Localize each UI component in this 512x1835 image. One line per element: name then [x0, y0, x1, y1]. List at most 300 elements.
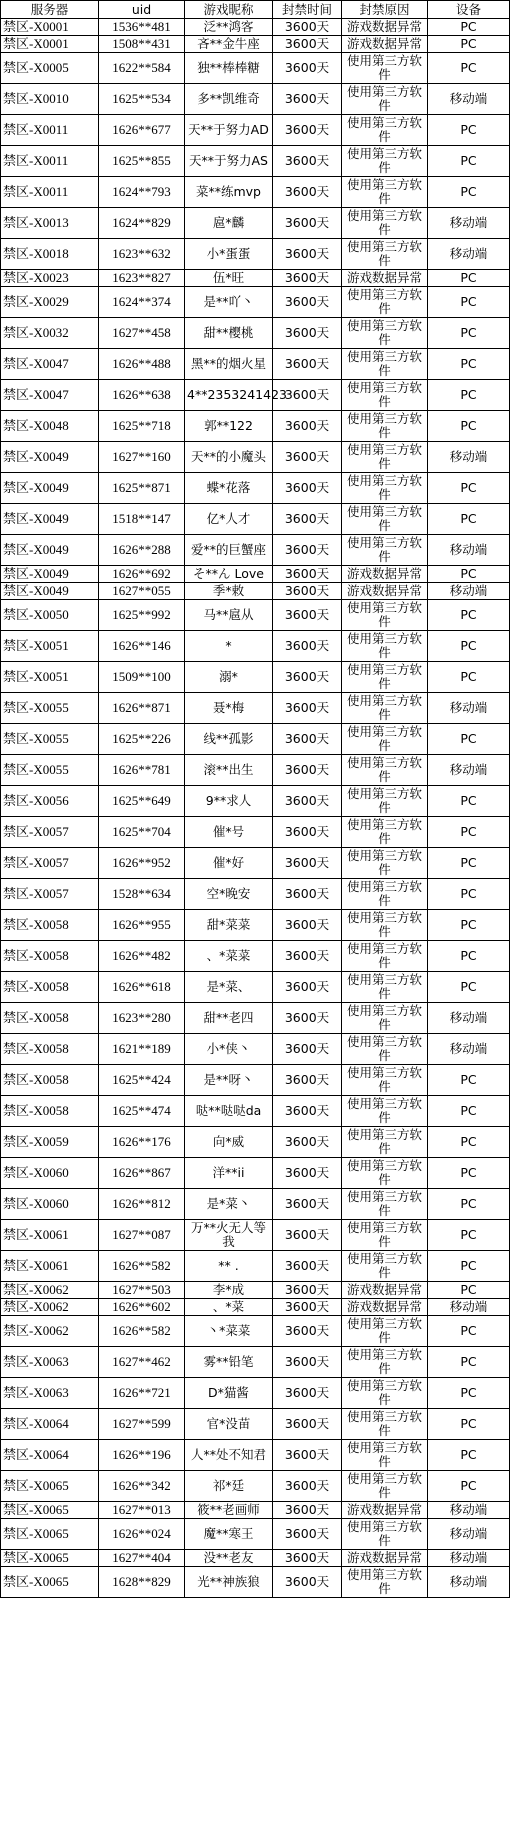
cell-ban-reason: 使用第三方软件 [342, 600, 428, 631]
table-row [1, 411, 510, 442]
cell-server: 禁区-X0065 [1, 1550, 99, 1567]
cell-ban-duration: 3600天 [273, 879, 342, 910]
cell-server: 禁区-X0058 [1, 1096, 99, 1127]
table-row [1, 53, 510, 84]
table-row [1, 1220, 510, 1251]
cell-device: PC [428, 1065, 510, 1096]
cell-server: 禁区-X0048 [1, 411, 99, 442]
cell-server: 禁区-X0058 [1, 1003, 99, 1034]
cell-ban-reason: 使用第三方软件 [342, 115, 428, 146]
cell-nickname: 小*蛋蛋 [185, 239, 273, 270]
cell-device: PC [428, 1282, 510, 1299]
table-row [1, 287, 510, 318]
header-nickname: 游戏昵称 [185, 1, 273, 19]
cell-device: PC [428, 504, 510, 535]
cell-server: 禁区-X0047 [1, 380, 99, 411]
cell-server: 禁区-X0057 [1, 848, 99, 879]
table-row [1, 1378, 510, 1409]
cell-ban-reason: 使用第三方软件 [342, 84, 428, 115]
cell-server: 禁区-X0029 [1, 287, 99, 318]
cell-ban-reason: 游戏数据异常 [342, 583, 428, 600]
cell-ban-duration: 3600天 [273, 1316, 342, 1347]
cell-uid: 1528**634 [99, 879, 185, 910]
cell-uid: 1627**055 [99, 583, 185, 600]
cell-nickname: 菜**练mvp [185, 177, 273, 208]
header-server: 服务器 [1, 1, 99, 19]
cell-ban-duration: 3600天 [273, 287, 342, 318]
cell-uid: 1623**632 [99, 239, 185, 270]
cell-device: 移动端 [428, 1034, 510, 1065]
cell-server: 禁区-X0063 [1, 1378, 99, 1409]
cell-device: PC [428, 318, 510, 349]
cell-ban-duration: 3600天 [273, 848, 342, 879]
cell-ban-reason: 使用第三方软件 [342, 817, 428, 848]
cell-ban-reason: 使用第三方软件 [342, 146, 428, 177]
cell-nickname: 线**孤影 [185, 724, 273, 755]
table-row [1, 115, 510, 146]
cell-uid: 1518**147 [99, 504, 185, 535]
cell-ban-duration: 3600天 [273, 1378, 342, 1409]
header-row [1, 1, 510, 19]
cell-nickname: 是**吖丶 [185, 287, 273, 318]
cell-ban-duration: 3600天 [273, 84, 342, 115]
cell-device: 移动端 [428, 1567, 510, 1598]
cell-ban-reason: 使用第三方软件 [342, 442, 428, 473]
cell-ban-reason: 使用第三方软件 [342, 208, 428, 239]
cell-server: 禁区-X0049 [1, 535, 99, 566]
cell-device: PC [428, 1127, 510, 1158]
cell-ban-reason: 游戏数据异常 [342, 1550, 428, 1567]
cell-ban-reason: 使用第三方软件 [342, 1003, 428, 1034]
cell-server: 禁区-X0051 [1, 631, 99, 662]
cell-ban-duration: 3600天 [273, 177, 342, 208]
cell-device: PC [428, 724, 510, 755]
cell-server: 禁区-X0011 [1, 177, 99, 208]
cell-device: PC [428, 1440, 510, 1471]
cell-ban-duration: 3600天 [273, 662, 342, 693]
cell-server: 禁区-X0018 [1, 239, 99, 270]
cell-server: 禁区-X0056 [1, 786, 99, 817]
cell-ban-reason: 使用第三方软件 [342, 1378, 428, 1409]
cell-ban-reason: 使用第三方软件 [342, 879, 428, 910]
table-row [1, 755, 510, 786]
cell-uid: 1627**160 [99, 442, 185, 473]
cell-uid: 1626**602 [99, 1299, 185, 1316]
cell-ban-reason: 使用第三方软件 [342, 724, 428, 755]
cell-uid: 1623**280 [99, 1003, 185, 1034]
cell-uid: 1626**582 [99, 1251, 185, 1282]
cell-ban-reason: 使用第三方软件 [342, 1158, 428, 1189]
cell-nickname: * [185, 631, 273, 662]
cell-ban-duration: 3600天 [273, 115, 342, 146]
cell-uid: 1627**503 [99, 1282, 185, 1299]
cell-ban-duration: 3600天 [273, 349, 342, 380]
cell-ban-duration: 3600天 [273, 1096, 342, 1127]
cell-nickname: 人**处不知君 [185, 1440, 273, 1471]
cell-device: PC [428, 1158, 510, 1189]
cell-uid: 1509**100 [99, 662, 185, 693]
cell-device: PC [428, 972, 510, 1003]
cell-ban-duration: 3600天 [273, 1034, 342, 1065]
cell-device: 移动端 [428, 755, 510, 786]
cell-nickname: 伍*旺 [185, 270, 273, 287]
cell-ban-reason: 使用第三方软件 [342, 662, 428, 693]
cell-device: PC [428, 1316, 510, 1347]
cell-uid: 1625**534 [99, 84, 185, 115]
table-row [1, 600, 510, 631]
cell-ban-reason: 游戏数据异常 [342, 1299, 428, 1316]
cell-ban-duration: 3600天 [273, 504, 342, 535]
cell-device: PC [428, 177, 510, 208]
cell-ban-duration: 3600天 [273, 270, 342, 287]
cell-nickname: 爱**的巨蟹座 [185, 535, 273, 566]
cell-uid: 1625**855 [99, 146, 185, 177]
cell-server: 禁区-X0064 [1, 1409, 99, 1440]
cell-ban-duration: 3600天 [273, 442, 342, 473]
table-row [1, 1096, 510, 1127]
cell-ban-reason: 使用第三方软件 [342, 411, 428, 442]
table-row [1, 817, 510, 848]
cell-ban-duration: 3600天 [273, 535, 342, 566]
cell-uid: 1624**793 [99, 177, 185, 208]
cell-server: 禁区-X0060 [1, 1158, 99, 1189]
cell-device: PC [428, 600, 510, 631]
cell-server: 禁区-X0062 [1, 1316, 99, 1347]
table-row [1, 631, 510, 662]
cell-device: PC [428, 631, 510, 662]
cell-device: 移动端 [428, 239, 510, 270]
cell-nickname: 扈*麟 [185, 208, 273, 239]
header-uid: uid [99, 1, 185, 19]
cell-uid: 1626**342 [99, 1471, 185, 1502]
cell-uid: 1627**458 [99, 318, 185, 349]
cell-uid: 1624**829 [99, 208, 185, 239]
cell-server: 禁区-X0011 [1, 146, 99, 177]
cell-ban-reason: 使用第三方软件 [342, 693, 428, 724]
table-row [1, 941, 510, 972]
cell-nickname: 、*菜 [185, 1299, 273, 1316]
cell-nickname: 多**凯维奇 [185, 84, 273, 115]
cell-device: 移动端 [428, 84, 510, 115]
cell-server: 禁区-X0058 [1, 910, 99, 941]
cell-ban-duration: 3600天 [273, 1502, 342, 1519]
table-row [1, 19, 510, 36]
cell-uid: 1627**599 [99, 1409, 185, 1440]
cell-uid: 1625**424 [99, 1065, 185, 1096]
cell-ban-duration: 3600天 [273, 1127, 342, 1158]
cell-nickname: 光**神族狼 [185, 1567, 273, 1598]
cell-server: 禁区-X0065 [1, 1519, 99, 1550]
cell-uid: 1508**431 [99, 36, 185, 53]
cell-ban-duration: 3600天 [273, 1347, 342, 1378]
cell-nickname: 4**2353241423 [185, 380, 273, 411]
cell-ban-reason: 使用第三方软件 [342, 504, 428, 535]
cell-device: PC [428, 662, 510, 693]
cell-uid: 1626**812 [99, 1189, 185, 1220]
cell-uid: 1626**582 [99, 1316, 185, 1347]
cell-ban-duration: 3600天 [273, 724, 342, 755]
cell-server: 禁区-X0023 [1, 270, 99, 287]
cell-device: 移动端 [428, 1299, 510, 1316]
cell-server: 禁区-X0058 [1, 941, 99, 972]
cell-server: 禁区-X0049 [1, 442, 99, 473]
cell-ban-duration: 3600天 [273, 693, 342, 724]
cell-device: 移动端 [428, 1519, 510, 1550]
cell-uid: 1627**013 [99, 1502, 185, 1519]
table-row [1, 693, 510, 724]
cell-device: PC [428, 36, 510, 53]
table-row [1, 349, 510, 380]
table-row [1, 318, 510, 349]
cell-nickname: 空*晚安 [185, 879, 273, 910]
cell-device: PC [428, 848, 510, 879]
cell-device: PC [428, 1409, 510, 1440]
cell-device: 移动端 [428, 1502, 510, 1519]
cell-uid: 1626**482 [99, 941, 185, 972]
cell-ban-reason: 使用第三方软件 [342, 1220, 428, 1251]
cell-nickname: 溺* [185, 662, 273, 693]
table-row [1, 1471, 510, 1502]
cell-server: 禁区-X0011 [1, 115, 99, 146]
cell-server: 禁区-X0055 [1, 724, 99, 755]
table-row [1, 879, 510, 910]
cell-device: PC [428, 411, 510, 442]
table-row [1, 380, 510, 411]
table-row [1, 270, 510, 287]
cell-device: 移动端 [428, 1003, 510, 1034]
cell-server: 禁区-X0060 [1, 1189, 99, 1220]
cell-ban-duration: 3600天 [273, 755, 342, 786]
cell-ban-duration: 3600天 [273, 146, 342, 177]
cell-ban-reason: 使用第三方软件 [342, 380, 428, 411]
cell-nickname: 甜**老四 [185, 1003, 273, 1034]
cell-ban-duration: 3600天 [273, 1282, 342, 1299]
cell-ban-duration: 3600天 [273, 53, 342, 84]
cell-ban-duration: 3600天 [273, 1567, 342, 1598]
cell-nickname: 9**求人 [185, 786, 273, 817]
cell-device: PC [428, 910, 510, 941]
cell-uid: 1627**087 [99, 1220, 185, 1251]
cell-ban-reason: 使用第三方软件 [342, 1127, 428, 1158]
cell-uid: 1626**618 [99, 972, 185, 1003]
table-row [1, 1316, 510, 1347]
cell-nickname: 催*好 [185, 848, 273, 879]
cell-server: 禁区-X0049 [1, 473, 99, 504]
cell-nickname: 筱**老画师 [185, 1502, 273, 1519]
table-row [1, 208, 510, 239]
table-row [1, 177, 510, 208]
cell-nickname: 向*威 [185, 1127, 273, 1158]
cell-ban-duration: 3600天 [273, 239, 342, 270]
cell-uid: 1626**692 [99, 566, 185, 583]
cell-uid: 1622**584 [99, 53, 185, 84]
cell-server: 禁区-X0058 [1, 972, 99, 1003]
cell-server: 禁区-X0001 [1, 36, 99, 53]
cell-nickname: そ**ん Love [185, 566, 273, 583]
table-row [1, 1065, 510, 1096]
cell-ban-reason: 使用第三方软件 [342, 535, 428, 566]
table-row [1, 566, 510, 583]
cell-ban-duration: 3600天 [273, 1550, 342, 1567]
cell-ban-reason: 使用第三方软件 [342, 239, 428, 270]
table-row [1, 662, 510, 693]
cell-ban-duration: 3600天 [273, 910, 342, 941]
cell-server: 禁区-X0062 [1, 1299, 99, 1316]
cell-server: 禁区-X0065 [1, 1502, 99, 1519]
cell-ban-reason: 使用第三方软件 [342, 177, 428, 208]
cell-device: PC [428, 287, 510, 318]
cell-ban-reason: 游戏数据异常 [342, 19, 428, 36]
cell-device: PC [428, 146, 510, 177]
table-row [1, 146, 510, 177]
header-device: 设备 [428, 1, 510, 19]
cell-nickname: 黑**的烟火星 [185, 349, 273, 380]
cell-server: 禁区-X0062 [1, 1282, 99, 1299]
cell-device: 移动端 [428, 535, 510, 566]
cell-uid: 1627**462 [99, 1347, 185, 1378]
cell-device: PC [428, 1096, 510, 1127]
table-row [1, 1034, 510, 1065]
cell-nickname: 天**于努力AD [185, 115, 273, 146]
cell-ban-duration: 3600天 [273, 1471, 342, 1502]
cell-nickname: 洋**ii [185, 1158, 273, 1189]
cell-server: 禁区-X0051 [1, 662, 99, 693]
cell-nickname: 丶*菜菜 [185, 1316, 273, 1347]
cell-uid: 1626**867 [99, 1158, 185, 1189]
cell-ban-duration: 3600天 [273, 380, 342, 411]
cell-device: PC [428, 349, 510, 380]
cell-uid: 1625**649 [99, 786, 185, 817]
cell-ban-reason: 使用第三方软件 [342, 786, 428, 817]
table-row [1, 239, 510, 270]
table-row [1, 848, 510, 879]
cell-nickname: 马**扈从 [185, 600, 273, 631]
cell-device: PC [428, 473, 510, 504]
cell-ban-reason: 使用第三方软件 [342, 941, 428, 972]
cell-server: 禁区-X0061 [1, 1251, 99, 1282]
table-row [1, 535, 510, 566]
cell-server: 禁区-X0064 [1, 1440, 99, 1471]
cell-device: 移动端 [428, 583, 510, 600]
cell-nickname: 哒**哒哒da [185, 1096, 273, 1127]
cell-server: 禁区-X0047 [1, 349, 99, 380]
cell-device: PC [428, 1471, 510, 1502]
cell-ban-duration: 3600天 [273, 600, 342, 631]
cell-server: 禁区-X0005 [1, 53, 99, 84]
cell-ban-duration: 3600天 [273, 1220, 342, 1251]
cell-ban-duration: 3600天 [273, 411, 342, 442]
cell-ban-reason: 使用第三方软件 [342, 1065, 428, 1096]
cell-nickname: 泛**鸿客 [185, 19, 273, 36]
cell-ban-duration: 3600天 [273, 1299, 342, 1316]
cell-uid: 1625**704 [99, 817, 185, 848]
cell-ban-reason: 使用第三方软件 [342, 1409, 428, 1440]
table-row [1, 1282, 510, 1299]
table-row [1, 1251, 510, 1282]
cell-ban-duration: 3600天 [273, 1189, 342, 1220]
cell-ban-reason: 使用第三方软件 [342, 53, 428, 84]
cell-uid: 1625**871 [99, 473, 185, 504]
header-ban-reason: 封禁原因 [342, 1, 428, 19]
cell-uid: 1624**374 [99, 287, 185, 318]
cell-device: PC [428, 1189, 510, 1220]
cell-nickname: 聂*梅 [185, 693, 273, 724]
cell-device: 移动端 [428, 1550, 510, 1567]
cell-ban-duration: 3600天 [273, 583, 342, 600]
table-row [1, 1519, 510, 1550]
table-row [1, 1502, 510, 1519]
table-row [1, 1409, 510, 1440]
cell-device: PC [428, 566, 510, 583]
cell-uid: 1626**196 [99, 1440, 185, 1471]
table-row [1, 1347, 510, 1378]
cell-nickname: 天**于努力AS [185, 146, 273, 177]
cell-uid: 1627**404 [99, 1550, 185, 1567]
cell-nickname: 是*菜丶 [185, 1189, 273, 1220]
cell-device: PC [428, 115, 510, 146]
cell-ban-reason: 使用第三方软件 [342, 473, 428, 504]
cell-device: PC [428, 786, 510, 817]
cell-server: 禁区-X0058 [1, 1034, 99, 1065]
cell-ban-reason: 使用第三方软件 [342, 1316, 428, 1347]
cell-ban-duration: 3600天 [273, 1065, 342, 1096]
cell-ban-reason: 游戏数据异常 [342, 270, 428, 287]
table-header [1, 1, 510, 19]
cell-device: PC [428, 53, 510, 84]
cell-server: 禁区-X0001 [1, 19, 99, 36]
cell-nickname: 催*号 [185, 817, 273, 848]
cell-device: PC [428, 270, 510, 287]
cell-server: 禁区-X0049 [1, 583, 99, 600]
cell-device: 移动端 [428, 208, 510, 239]
table-row [1, 724, 510, 755]
cell-uid: 1626**721 [99, 1378, 185, 1409]
cell-ban-reason: 使用第三方软件 [342, 1347, 428, 1378]
cell-ban-reason: 游戏数据异常 [342, 1282, 428, 1299]
cell-ban-reason: 使用第三方软件 [342, 318, 428, 349]
cell-ban-duration: 3600天 [273, 941, 342, 972]
cell-ban-reason: 游戏数据异常 [342, 1502, 428, 1519]
cell-nickname: 天**的小魔头 [185, 442, 273, 473]
cell-ban-reason: 使用第三方软件 [342, 972, 428, 1003]
cell-nickname: 郭**122 [185, 411, 273, 442]
cell-server: 禁区-X0010 [1, 84, 99, 115]
cell-ban-duration: 3600天 [273, 1003, 342, 1034]
header-ban-duration: 封禁时间 [273, 1, 342, 19]
cell-nickname: 独**棒棒糖 [185, 53, 273, 84]
cell-device: 移动端 [428, 693, 510, 724]
cell-nickname: 、*菜菜 [185, 941, 273, 972]
cell-uid: 1626**146 [99, 631, 185, 662]
cell-uid: 1626**952 [99, 848, 185, 879]
table-row [1, 910, 510, 941]
cell-ban-duration: 3600天 [273, 36, 342, 53]
cell-uid: 1626**871 [99, 693, 185, 724]
cell-server: 禁区-X0055 [1, 693, 99, 724]
cell-device: PC [428, 380, 510, 411]
cell-nickname: 雾**铅笔 [185, 1347, 273, 1378]
cell-ban-reason: 使用第三方软件 [342, 1096, 428, 1127]
cell-ban-duration: 3600天 [273, 318, 342, 349]
cell-server: 禁区-X0013 [1, 208, 99, 239]
cell-device: PC [428, 19, 510, 36]
cell-nickname: 甜**樱桃 [185, 318, 273, 349]
cell-ban-reason: 使用第三方软件 [342, 910, 428, 941]
cell-ban-duration: 3600天 [273, 972, 342, 1003]
cell-ban-reason: 使用第三方软件 [342, 287, 428, 318]
cell-ban-duration: 3600天 [273, 1409, 342, 1440]
cell-nickname: 是**呀丶 [185, 1065, 273, 1096]
